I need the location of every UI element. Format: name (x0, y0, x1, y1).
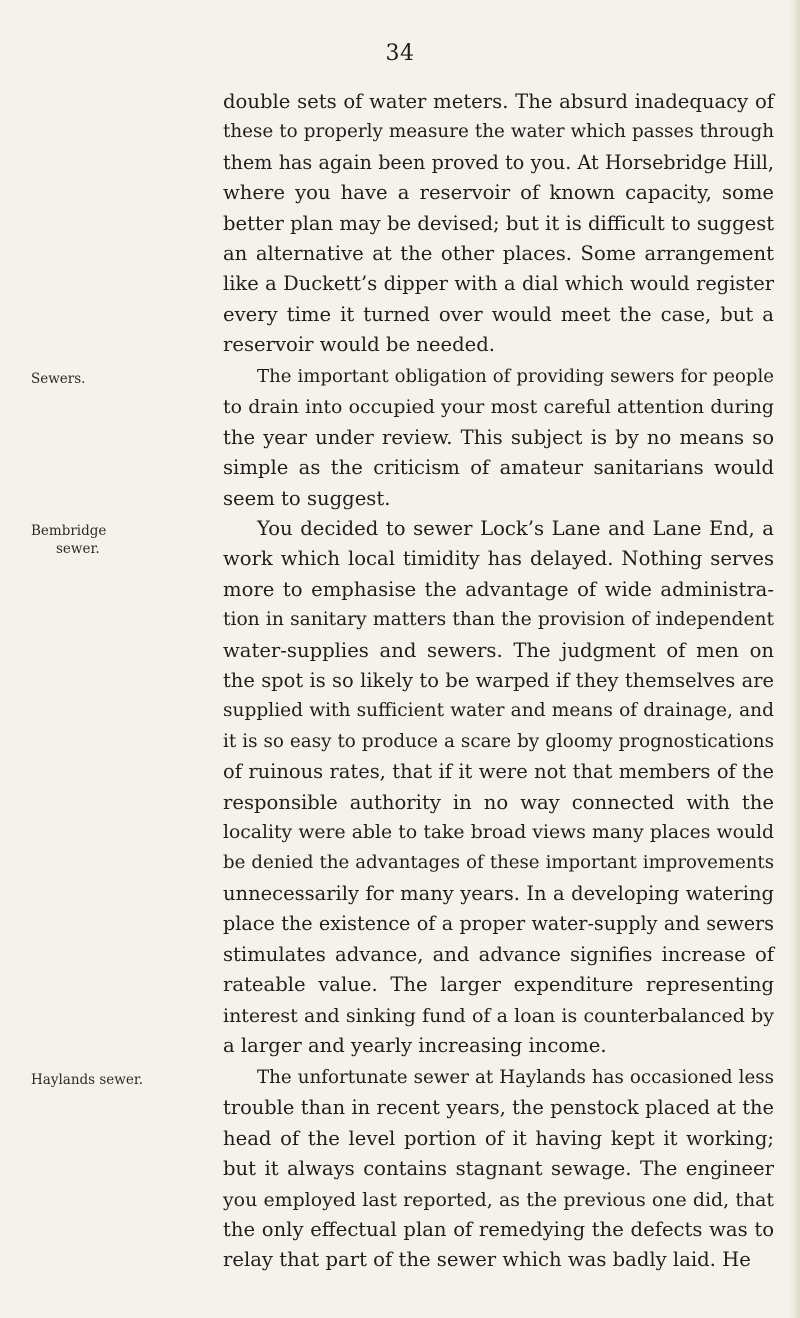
text-line: supplied with sufficient water and means of drainage, and (223, 700, 774, 722)
margin-note-line: sewer. (56, 541, 100, 557)
text-line: The unfortunate sewer at Haylands has occasioned less (257, 1067, 774, 1088)
text-line: trouble than in recent years, the penstock placed at the (223, 1096, 774, 1120)
text-line: it is so easy to produce a scare by gloomy prognostications (223, 730, 774, 752)
page-edge-shadow (790, 0, 800, 1318)
paragraph-1 (223, 87, 774, 361)
margin-note-bembridge-sewer (31, 522, 106, 558)
margin-note-haylands-sewer (31, 1071, 143, 1089)
text-line: these to properly measure the water which passes through (223, 121, 774, 143)
text-line: the spot is so likely to be warped if they themselves are (223, 669, 774, 693)
text-line: reservoir would be needed. (223, 333, 496, 357)
margin-note-line: Sewers. (31, 371, 86, 387)
text-line: where you have a reservoir of known capacity, some (223, 181, 774, 205)
text-line: responsible authority in no way connected with the (223, 790, 774, 814)
margin-note-sewers (31, 370, 85, 388)
text-line: but it always contains stagnant sewage. The engineer (223, 1157, 774, 1181)
text-line: the year under review. This subject is by no means so (223, 425, 774, 449)
text-line: be denied the advantages of these important improvements (223, 852, 774, 874)
text-line: unnecessarily for many years. In a developing watering (223, 881, 774, 905)
text-line: water-supplies and sewers. The judgment of men on (223, 638, 774, 662)
text-line: interest and sinking fund of a loan is counterbalanced by (223, 1004, 774, 1027)
text-line: better plan may be devised; but it is difficult to suggest (223, 211, 775, 235)
text-line: The important obligation of providing sewers for people (257, 366, 774, 387)
paragraph-sewers (223, 362, 774, 514)
text-line: of ruinous rates, that if it were not that members of the (223, 760, 774, 784)
text-line: simple as the criticism of amateur sanitarians would (223, 456, 774, 480)
text-line: You decided to sewer Lock’s Lane and Lane End, a (257, 517, 774, 540)
text-line: you employed last reported, as the previous one did, that (223, 1188, 774, 1211)
margin-note-line: Haylands sewer. (31, 1072, 144, 1088)
page-number: 34 (385, 41, 415, 66)
text-line: double sets of water meters. The absurd inadequacy of (223, 90, 774, 113)
text-line: rateable value. The larger expenditure representing (223, 973, 774, 997)
text-line: work which local timidity has delayed. Nothing serves (223, 547, 774, 571)
text-line: more to emphasise the advantage of wide administra- (223, 577, 774, 601)
text-line: tion in sanitary matters than the provision of independent (223, 609, 774, 631)
text-line: the only effectual plan of remedying the defects was to (223, 1218, 774, 1242)
text-line: every time it turned over would meet the case, but a (223, 302, 774, 326)
paragraph-bembridge-sewer (223, 514, 774, 1061)
margin-note-line: Bembridge (31, 523, 107, 539)
text-line: a larger and yearly increasing income. (223, 1033, 607, 1057)
text-line: relay that part of the sewer which was badly laid. He (223, 1248, 751, 1272)
text-line: stimulates advance, and advance signifies increase of (223, 942, 774, 966)
text-line: place the existence of a proper water-supply and sewers (223, 912, 774, 936)
paragraph-haylands-sewer (223, 1063, 774, 1276)
text-line: them has again been proved to you. At Horsebridge Hill, (223, 150, 774, 174)
text-line: head of the level portion of it having kept it working; (223, 1126, 774, 1150)
text-line: seem to suggest. (223, 486, 391, 510)
text-line: locality were able to take broad views many places would (223, 822, 774, 844)
text-line: an alternative at the other places. Some arrangement (223, 242, 774, 266)
text-line: like a Duckett’s dipper with a dial which would register (223, 272, 774, 296)
text-line: to drain into occupied your most careful attention during (223, 396, 774, 419)
